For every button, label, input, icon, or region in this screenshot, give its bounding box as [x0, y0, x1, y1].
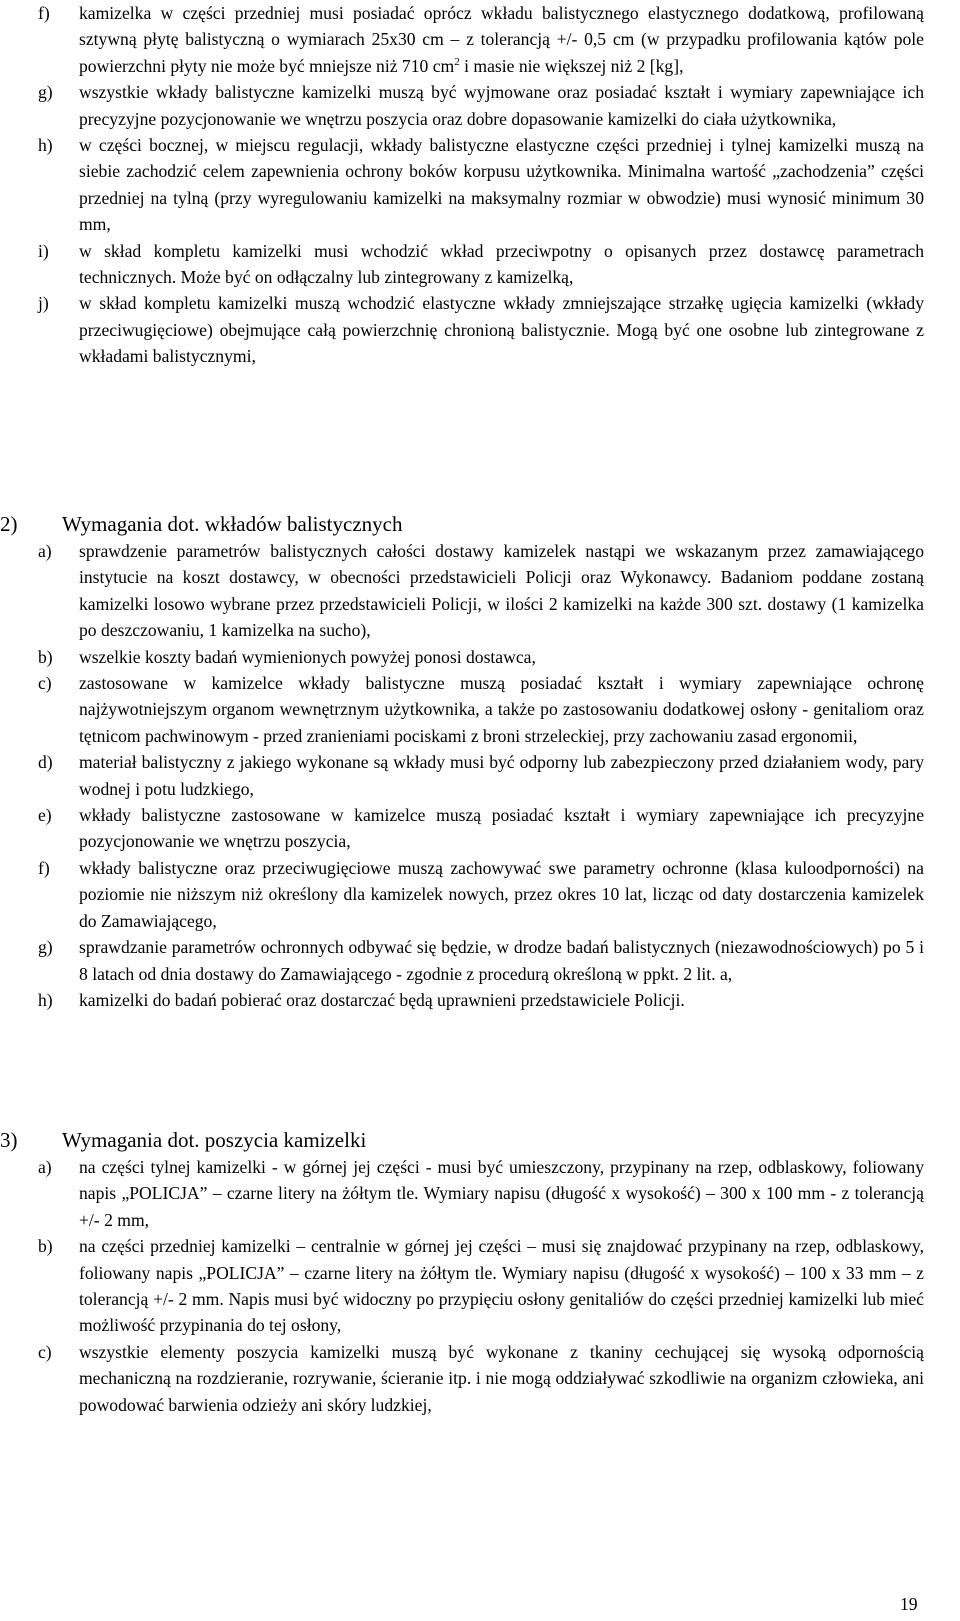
- list-item: [0, 0, 924, 79]
- section-number: 2): [0, 512, 18, 536]
- item-text: sprawdzanie parametrów ochronnych odbywać się będzie, w drodze badań balistycznych (niezawodnościowych) po 5 i 8 latach od dnia dostawy do Zamawiającego - zgodnie z procedurą określoną w ppkt. 2 lit. a,: [79, 937, 924, 984]
- item-label: h): [38, 135, 53, 156]
- list-item: [0, 132, 924, 238]
- item-label: c): [38, 1341, 52, 1362]
- item-label: b): [38, 646, 53, 667]
- item-label: c): [38, 673, 52, 694]
- section-title: Wymagania dot. poszycia kamizelki: [62, 1128, 367, 1152]
- list-item: [0, 855, 924, 934]
- list-item: [0, 1233, 924, 1339]
- item-text: sprawdzenie parametrów balistycznych całości dostawy kamizelek nastąpi we wskazanym przez zamawiającego instytucie na koszt dostawcy, w obecności przedstawicieli Policji oraz Wykonawcy. Badaniom poddane zostaną kamizelki losowo wybrane przez przedstawicieli Policji, w ilości 2 kamizelki na każde 300 szt. dostawy (1 kamizelka po deszczowaniu, 1 kamizelka na sucho),: [79, 541, 924, 641]
- item-text: wkłady balistyczne oraz przeciwugięciowe muszą zachowywać swe parametry ochronne (klasa kuloodporności) na poziomie nie niższym niż określony dla kamizelek nowych, przez okres 10 lat, licząc od daty dostarczenia kamizelek do Zamawiającego,: [79, 857, 924, 931]
- item-text: wszystkie elementy poszycia kamizelki muszą być wykonane z tkaniny cechującej się wysoką odpornością mechaniczną na rozdzieranie, rozrywanie, ścieranie itp. i nie mogą oddziaływać szkodliwie na organizm człowieka, ani powodować barwienia odzieży ani skóry ludzkiej,: [79, 1341, 924, 1415]
- item-text: w skład kompletu kamizelki muszą wchodzić elastyczne wkłady zmniejszające strzałkę ugięcia kamizelki (wkłady przeciwugięciowe) obejmujące całą powierzchnię chronioną balistycznie. Mogą być one osobne lub zintegrowane z wkładami balistycznymi,: [79, 293, 924, 367]
- item-label: f): [38, 857, 50, 878]
- list-part1: [0, 0, 960, 370]
- superscript: 2: [454, 55, 460, 68]
- item-label: a): [38, 1157, 52, 1177]
- page-number: 19: [900, 1594, 918, 1614]
- item-text: kamizelki do badań pobierać oraz dostarczać będą uprawnieni przedstawiciele Policji.: [79, 989, 685, 1010]
- item-text: wszelkie koszty badań wymienionych powyżej ponosi dostawca,: [79, 646, 536, 667]
- item-text: materiał balistyczny z jakiego wykonane są wkłady musi być odporny lub zabezpieczony przed działaniem wody, pary wodnej i potu ludzkiego,: [79, 752, 924, 799]
- list-item: [0, 538, 924, 644]
- item-text: wszystkie wkłady balistyczne kamizelki muszą być wyjmowane oraz posiadać kształt i wymiary zapewniające ich precyzyjne pozycjonowanie we wnętrzu poszycia oraz dobre dopasowanie kamizelki do ciała użytkownika,: [79, 82, 924, 129]
- list-item: [0, 802, 924, 855]
- list-item: [0, 670, 924, 749]
- section-3: [0, 1126, 960, 1418]
- item-label: j): [38, 293, 49, 314]
- item-label: g): [38, 937, 53, 958]
- item-label: d): [38, 752, 53, 773]
- list-item: [0, 749, 924, 802]
- item-text: na części tylnej kamizelki - w górnej jej części - musi być umieszczony, przypinany na rzep, odblaskowy, foliowany napis „POLICJA” – czarne litery na żółtym tle. Wymiary napisu (długość x wysokość) – 300 x 100 mm - z tolerancją +/- 2 mm,: [79, 1157, 924, 1230]
- list-item: [0, 79, 924, 132]
- item-label: h): [38, 989, 53, 1010]
- item-label: f): [38, 3, 50, 23]
- section-heading: [0, 1126, 960, 1154]
- list-item: [0, 1339, 924, 1418]
- item-text: [79, 3, 924, 76]
- list-item: [0, 987, 924, 1013]
- item-label: b): [38, 1236, 53, 1257]
- section-2: [0, 510, 960, 1013]
- item-label: e): [38, 805, 52, 826]
- item-text-b: i masie nie większej niż 2 [kg],: [459, 55, 684, 76]
- item-text: zastosowane w kamizelce wkłady balistyczne muszą posiadać kształt i wymiary zapewniające ochronę najżywotniejszym organom wewnętrznym użytkownika, a także po zastosowaniu dodatkowej osłony - genitaliom oraz tętnicom pachwinowym - przed zranieniami pociskami z broni strzeleckiej, przy zachowaniu zasad ergonomii,: [79, 673, 924, 746]
- list-item: [0, 644, 924, 670]
- list-item: [0, 238, 924, 291]
- list-item: [0, 1154, 924, 1233]
- item-label: i): [38, 240, 49, 261]
- item-label: a): [38, 541, 52, 561]
- section-number: 3): [0, 1128, 18, 1152]
- item-text-a: kamizelka w części przedniej musi posiadać oprócz wkładu balistycznego elastycznego dodatkową, profilowaną sztywną płytę balistyczną o wymiarach 25x30 cm – z tolerancją +/- 0,5 cm (w przypadku profilowania kątów pole powierzchni płyty nie może być mniejsze niż 710 cm: [79, 3, 924, 76]
- section-heading: [0, 510, 960, 538]
- item-label: g): [38, 82, 53, 103]
- list-item: [0, 290, 924, 369]
- list-item: [0, 934, 924, 987]
- item-text: w skład kompletu kamizelki musi wchodzić wkład przeciwpotny o opisanych przez dostawcę parametrach technicznych. Może być on odłączalny lub zintegrowany z kamizelką,: [79, 240, 924, 288]
- item-text: wkłady balistyczne zastosowane w kamizelce muszą posiadać kształt i wymiary zapewniające ich precyzyjne pozycjonowanie we wnętrzu poszycia,: [79, 805, 924, 852]
- item-text: w części bocznej, w miejscu regulacji, wkłady balistyczne elastyczne części przedniej i tylnej kamizelki muszą na siebie zachodzić celem zapewnienia ochrony boków korpusu użytkownika. Minimalna wartość „zachodzenia” części przedniej na tylną (przy wyregulowaniu kamizelki na maksymalny rozmiar w obwodzie) musi wynosić minimum 30 mm,: [79, 135, 924, 235]
- section-title: Wymagania dot. wkładów balistycznych: [62, 512, 403, 536]
- item-text: na części przedniej kamizelki – centralnie w górnej jej części – musi się znajdować przypinany na rzep, odblaskowy, foliowany napis „POLICJA” – czarne litery na żółtym tle. Wymiary napisu (długość x wysokość) – 100 x 33 mm – z tolerancją +/- 2 mm. Napis musi być widoczny po przypięciu osłony genitaliów do części przedniej kamizelki lub mieć możliwość przypinania do tej osłony,: [79, 1236, 924, 1336]
